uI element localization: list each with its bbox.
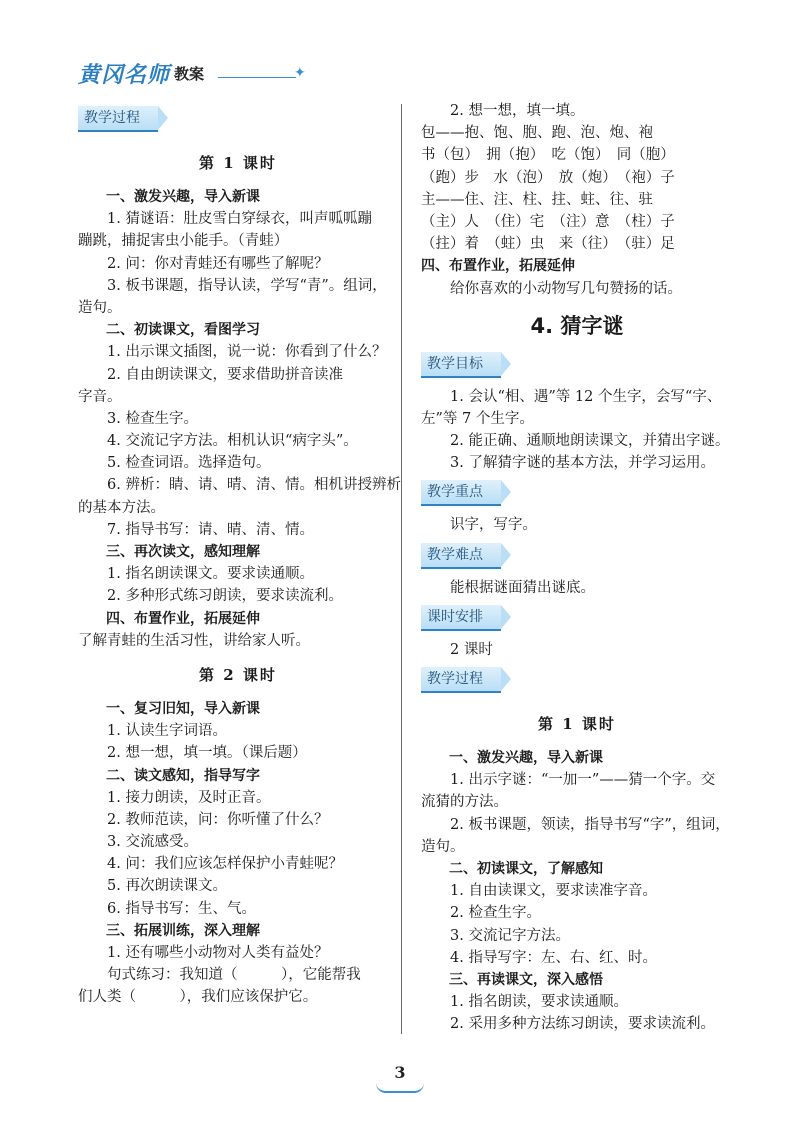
section-heading: 三、再读课文，深入感悟	[449, 971, 603, 988]
sparkle-icon: ✦	[294, 65, 306, 81]
text-line: 4. 问：我们应该怎样保护小青蛙呢？	[107, 856, 343, 873]
section-heading: 二、初读课文，了解感知	[449, 860, 603, 877]
page-number: 3	[394, 1063, 406, 1082]
text-line: 1. 会认“相、遇”等 12 个生字，会写“字、	[450, 388, 722, 405]
section-heading: 四、布置作业，拓展延伸	[106, 610, 260, 627]
section-heading: 三、拓展训练，深入理解	[106, 922, 260, 939]
text-line: 们人类（ ），我们应该保护它。	[78, 989, 318, 1006]
text-line: 流猜的方法。	[421, 794, 508, 811]
text-line: 1. 接力朗读，及时正音。	[107, 789, 271, 806]
text-line: 6. 辨析：睛、请、晴、清、情。相机讲授辨析	[107, 477, 401, 494]
text-line: 造句。	[421, 838, 465, 855]
text-line: （主）人 （住）宅 （注）意 （柱）子	[421, 213, 675, 230]
text-line: 2. 能正确、通顺地朗读课文，并猜出字谜。	[450, 433, 730, 450]
text-line: 7. 指导书写：请、晴、清、情。	[107, 521, 314, 538]
text-line: 3. 交流记字方法。	[450, 927, 570, 944]
text-line: 2. 想一想，填一填。（课后题）	[107, 745, 307, 762]
section-heading: 二、初读课文，看图学习	[106, 322, 260, 339]
text-line: 5. 检查词语。选择造句。	[107, 455, 271, 472]
text-line: 2. 教师范读，问：你听懂了什么？	[107, 811, 329, 828]
text-line: （跑）步 水（泡） 放（炮） （袍）子	[421, 169, 675, 186]
text-line: 2. 自由朗读课文，要求借助拼音读准	[107, 366, 343, 383]
brand-logo: 黄冈名师	[78, 63, 171, 88]
text-line: 包——抱、饱、胞、跑、泡、炮、袍	[421, 125, 653, 142]
text-line: 4. 指导写字：左、右、红、时。	[450, 949, 657, 966]
text-line: 能根据谜面猜出谜底。	[450, 579, 595, 596]
text-line: 2. 想一想，填一填。	[450, 103, 585, 119]
text-line: 的基本方法。	[78, 499, 165, 516]
text-line: 6. 指导书写：生、气。	[107, 900, 256, 917]
column-divider	[401, 104, 402, 1034]
text-line: 2. 板书课题，领读，指导书写“字”，组词，	[450, 816, 730, 833]
section-heading: 一、激发兴趣，导入新课	[449, 750, 603, 766]
text-line: 书（包） 拥（抱） 吃（饱） 同（胞）	[421, 147, 675, 164]
header-rule	[218, 77, 296, 78]
text-line: 造句。	[78, 299, 122, 316]
text-line: 1. 指名朗读，要求读通顺。	[450, 994, 628, 1011]
text-line: 1. 还有哪些小动物对人类有益处？	[107, 945, 329, 961]
section-tag-difficulties: 教学难点	[421, 543, 501, 569]
section-heading: 一、激发兴趣，导入新课	[106, 189, 260, 205]
section-tag-process: 教学过程	[421, 667, 501, 693]
page-header	[78, 58, 338, 88]
page-number-ornament	[376, 1083, 424, 1093]
text-line: 1. 出示课文插图，说一说：你看到了什么？	[107, 344, 387, 361]
right-column	[421, 100, 733, 1035]
text-line: 2. 采用多种方法练习朗读，要求读流利。	[450, 1016, 715, 1033]
text-line: 句式练习：我知道（ ），它能帮我	[107, 967, 361, 984]
text-line: 1. 出示字谜：“一加一”——猜一个字。交	[450, 772, 716, 789]
text-line: 2. 多种形式练习朗读，要求读流利。	[107, 588, 343, 605]
lesson-heading-2: 第 2 课时	[199, 665, 277, 684]
text-line: 1. 猜谜语：肚皮雪白穿绿衣，叫声呱呱蹦	[107, 211, 372, 228]
lesson-heading-1: 第 1 课时	[199, 154, 277, 172]
text-line: 给你喜欢的小动物写几句赞扬的话。	[450, 280, 682, 297]
section-tag-goals: 教学目标	[421, 352, 501, 378]
text-line: 主——住、注、柱、拄、蛀、往、驻	[421, 191, 653, 208]
section-heading: 二、读文感知，指导写字	[106, 767, 260, 784]
lesson-title: 4. 猜字谜	[530, 313, 624, 338]
text-line: 1. 认读生字词语。	[107, 723, 227, 740]
text-line: （拄）着 （蛀）虫 来（往） （驻）足	[421, 236, 675, 253]
section-heading: 四、布置作业，拓展延伸	[421, 258, 575, 275]
text-line: 2. 问：你对青蛙还有哪些了解呢？	[107, 255, 329, 272]
text-line: 2. 检查生字。	[450, 905, 541, 922]
text-line: 3. 了解猜字谜的基本方法，并学习运用。	[450, 455, 715, 472]
text-line: 识字，写字。	[450, 517, 537, 534]
section-tag-key-points: 教学重点	[421, 480, 501, 506]
section-heading: 三、再次读文，感知理解	[106, 544, 260, 560]
text-line: 字音。	[78, 388, 122, 405]
section-heading: 一、复习旧知，导入新课	[106, 700, 260, 717]
text-line: 1. 自由读课文，要求读准字音。	[450, 883, 657, 900]
lesson-heading-1: 第 1 课时	[538, 715, 616, 733]
text-line: 3. 交流感受。	[107, 834, 198, 851]
text-line: 1. 指名朗读课文。要求读通顺。	[107, 566, 314, 583]
text-line: 3. 板书课题，指导认读，学写“青”。组词，	[107, 277, 387, 294]
text-line: 5. 再次朗读课文。	[107, 878, 227, 895]
text-line: 了解青蛙的生活习性，讲给家人听。	[78, 632, 310, 649]
text-line: 蹦跳，捕捉害虫小能手。（青蛙）	[78, 233, 289, 250]
text-line: 4. 交流记字方法。相机认识“病字头”。	[107, 433, 358, 450]
text-line: 2 课时	[450, 641, 493, 658]
section-tag-schedule: 课时安排	[421, 605, 501, 631]
section-tag-process: 教学过程	[78, 106, 158, 132]
text-line: 左”等 7 个生字。	[421, 410, 534, 427]
brand-subtitle: 教案	[174, 65, 205, 83]
text-line: 3. 检查生字。	[107, 410, 198, 427]
left-column	[78, 100, 401, 1009]
